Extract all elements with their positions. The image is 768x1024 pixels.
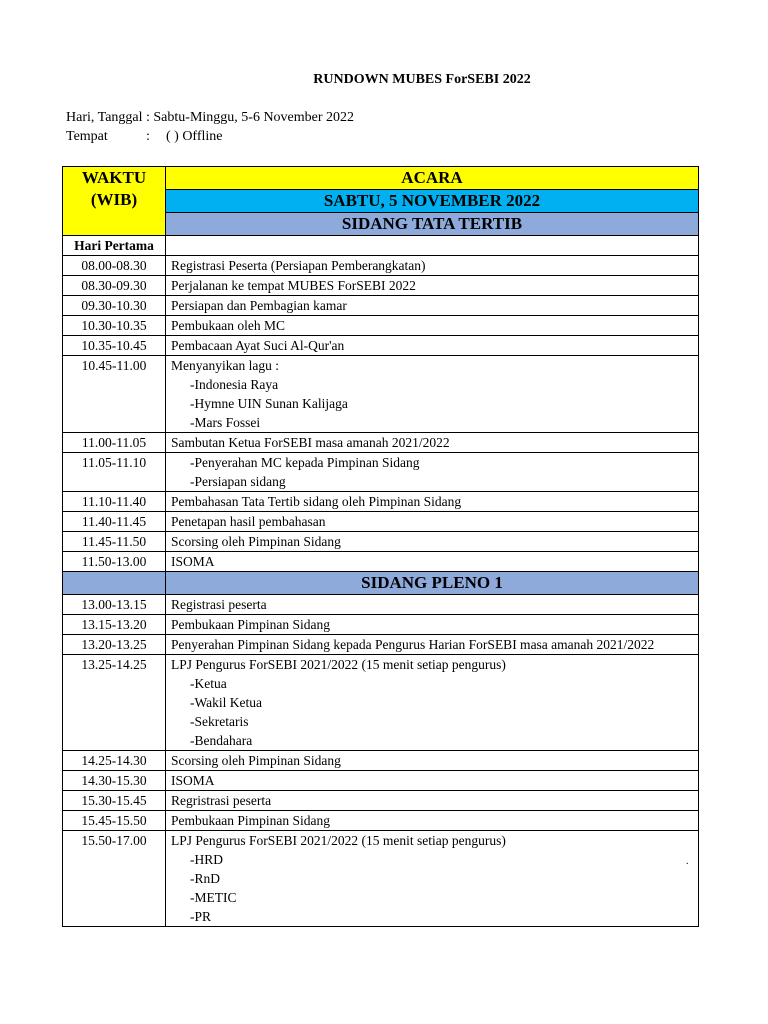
table-row <box>63 453 699 473</box>
time-cell <box>63 907 166 927</box>
date-value: : Sabtu-Minggu, 5-6 November 2022 <box>146 110 355 125</box>
table-row <box>63 375 699 394</box>
event-cell: LPJ Pengurus ForSEBI 2021/2022 (15 menit setiap pengurus) <box>166 831 699 851</box>
date-label: Hari, Tanggal <box>66 110 143 125</box>
time-cell <box>63 472 166 492</box>
time-cell: 10.30-10.35 <box>63 316 166 336</box>
table-row <box>63 615 699 635</box>
table-row <box>63 316 699 336</box>
table-row <box>63 869 699 888</box>
event-cell: -HRD <box>166 850 699 869</box>
day-label-empty <box>166 236 699 256</box>
place-label: Tempat <box>66 129 108 144</box>
table-row <box>63 512 699 532</box>
time-cell: 08.30-09.30 <box>63 276 166 296</box>
event-cell: Perjalanan ke tempat MUBES ForSEBI 2022 <box>166 276 699 296</box>
event-cell: ISOMA <box>166 552 699 572</box>
event-cell: Scorsing oleh Pimpinan Sidang <box>166 532 699 552</box>
table-row <box>63 771 699 791</box>
rundown-table <box>62 166 699 927</box>
event-cell: Scorsing oleh Pimpinan Sidang <box>166 751 699 771</box>
event-cell: ISOMA <box>166 771 699 791</box>
place-value: ( ) Offline <box>166 129 223 144</box>
event-cell: Penyerahan Pimpinan Sidang kepada Pengurus Harian ForSEBI masa amanah 2021/2022 <box>166 635 699 655</box>
time-header-line2: (WIB) <box>90 190 138 209</box>
stray-mark: . <box>686 856 689 867</box>
time-cell <box>63 394 166 413</box>
event-cell: -Sekretaris <box>166 712 699 731</box>
table-row <box>63 907 699 927</box>
event-cell: Penetapan hasil pembahasan <box>166 512 699 532</box>
event-cell: -Persiapan sidang <box>166 472 699 492</box>
table-row <box>63 336 699 356</box>
event-column-header: ACARA <box>166 167 699 190</box>
event-cell: -PR <box>166 907 699 927</box>
event-cell: -Penyerahan MC kepada Pimpinan Sidang <box>166 453 699 473</box>
table-row <box>63 472 699 492</box>
day-label: Hari Pertama <box>63 236 166 256</box>
time-cell: 10.45-11.00 <box>63 356 166 376</box>
time-cell: 11.40-11.45 <box>63 512 166 532</box>
time-cell: 15.30-15.45 <box>63 791 166 811</box>
event-cell: -Wakil Ketua <box>166 693 699 712</box>
table-row <box>63 356 699 376</box>
table-row <box>63 712 699 731</box>
event-cell: -Ketua <box>166 674 699 693</box>
event-cell: LPJ Pengurus ForSEBI 2021/2022 (15 menit setiap pengurus) <box>166 655 699 675</box>
table-row <box>63 552 699 572</box>
place-colon: : <box>146 129 150 144</box>
event-cell: -Mars Fossei <box>166 413 699 433</box>
event-cell: Menyanyikan lagu : <box>166 356 699 376</box>
table-row <box>63 276 699 296</box>
table-row <box>63 635 699 655</box>
table-row <box>63 595 699 615</box>
table-row <box>63 394 699 413</box>
time-cell: 14.25-14.30 <box>63 751 166 771</box>
time-cell <box>63 731 166 751</box>
time-cell: 08.00-08.30 <box>63 256 166 276</box>
table-row <box>63 811 699 831</box>
time-cell <box>63 888 166 907</box>
event-cell: -METIC <box>166 888 699 907</box>
event-cell: Registrasi Peserta (Persiapan Pemberangkatan) <box>166 256 699 276</box>
time-column-header <box>63 167 166 236</box>
time-cell: 13.25-14.25 <box>63 655 166 675</box>
table-row <box>63 693 699 712</box>
table-row <box>63 888 699 907</box>
table-row <box>63 492 699 512</box>
time-cell <box>63 693 166 712</box>
time-cell: 11.10-11.40 <box>63 492 166 512</box>
time-cell: 13.20-13.25 <box>63 635 166 655</box>
table-row <box>63 256 699 276</box>
time-cell: 10.35-10.45 <box>63 336 166 356</box>
event-cell: -Hymne UIN Sunan Kalijaga <box>166 394 699 413</box>
table-row <box>63 433 699 453</box>
event-cell: Pembahasan Tata Tertib sidang oleh Pimpinan Sidang <box>166 492 699 512</box>
time-cell <box>63 712 166 731</box>
time-header-line1: WAKTU <box>81 168 147 187</box>
document-title: RUNDOWN MUBES ForSEBI 2022 <box>313 72 531 87</box>
day-header: SABTU, 5 NOVEMBER 2022 <box>166 190 699 213</box>
time-cell <box>63 674 166 693</box>
section-row <box>63 572 699 595</box>
date-line <box>66 110 354 126</box>
event-cell: Pembukaan Pimpinan Sidang <box>166 811 699 831</box>
event-cell: Persiapan dan Pembagian kamar <box>166 296 699 316</box>
event-cell: Pembacaan Ayat Suci Al-Qur'an <box>166 336 699 356</box>
time-cell: 14.30-15.30 <box>63 771 166 791</box>
table-row <box>63 831 699 851</box>
section-sidang-tata-tertib: SIDANG TATA TERTIB <box>166 213 699 236</box>
event-cell: Registrasi peserta <box>166 595 699 615</box>
time-cell <box>63 869 166 888</box>
event-cell: Sambutan Ketua ForSEBI masa amanah 2021/2022 <box>166 433 699 453</box>
table-row <box>63 296 699 316</box>
event-cell: -Bendahara <box>166 731 699 751</box>
event-cell: -Indonesia Raya <box>166 375 699 394</box>
table-row <box>63 674 699 693</box>
place-line <box>66 129 223 145</box>
table-row <box>63 791 699 811</box>
event-cell: Pembukaan oleh MC <box>166 316 699 336</box>
section-time-cell <box>63 572 166 595</box>
table-row <box>63 413 699 433</box>
time-cell <box>63 850 166 869</box>
time-cell: 15.50-17.00 <box>63 831 166 851</box>
table-row <box>63 532 699 552</box>
table-row <box>63 655 699 675</box>
event-cell: -RnD <box>166 869 699 888</box>
time-cell: 11.45-11.50 <box>63 532 166 552</box>
time-cell: 13.15-13.20 <box>63 615 166 635</box>
time-cell: 15.45-15.50 <box>63 811 166 831</box>
time-cell <box>63 413 166 433</box>
event-cell: Regristrasi peserta <box>166 791 699 811</box>
section-sidang-pleno-1: SIDANG PLENO 1 <box>166 572 699 595</box>
time-cell: 13.00-13.15 <box>63 595 166 615</box>
table-row <box>63 731 699 751</box>
time-cell: 09.30-10.30 <box>63 296 166 316</box>
table-row <box>63 850 699 869</box>
time-cell <box>63 375 166 394</box>
table-row <box>63 751 699 771</box>
event-cell: Pembukaan Pimpinan Sidang <box>166 615 699 635</box>
time-cell: 11.50-13.00 <box>63 552 166 572</box>
time-cell: 11.00-11.05 <box>63 433 166 453</box>
time-cell: 11.05-11.10 <box>63 453 166 473</box>
